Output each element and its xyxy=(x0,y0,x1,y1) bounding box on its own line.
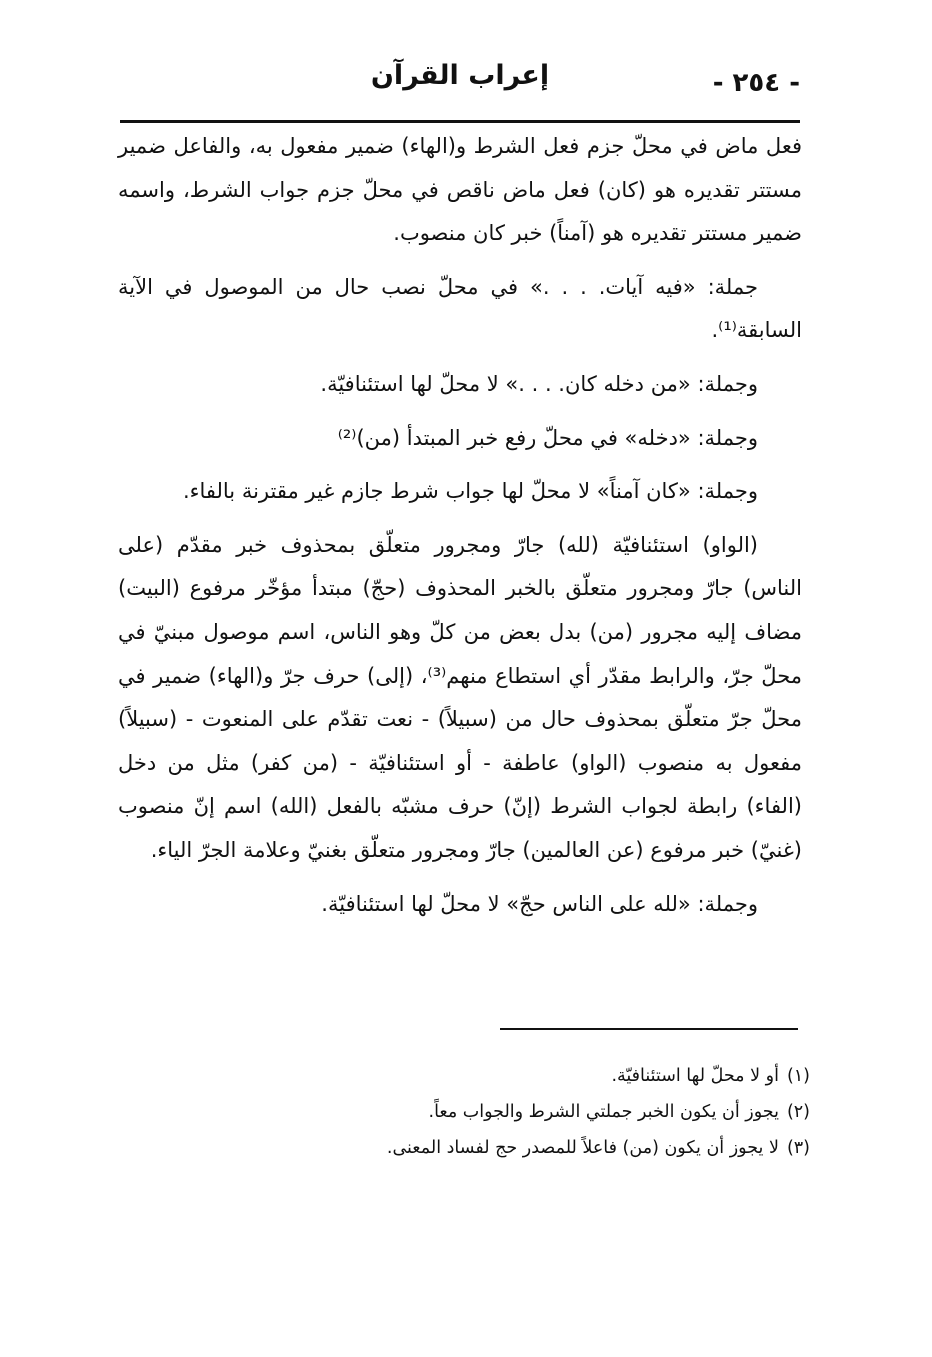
footnote-text: لا يجوز أن يكون (من) فاعلاً للمصدر حج لفساد المعنى. xyxy=(386,1138,779,1158)
footnote-2 xyxy=(118,1094,810,1130)
page-header xyxy=(120,58,800,102)
footnotes xyxy=(118,1058,810,1166)
page-number: - ٢٥٤ - xyxy=(712,68,800,98)
paragraph-6: (الواو) استئنافيّة (لله) جارّ ومجرور متعلّق بمحذوف خبر مقدّم (على الناس) جارّ ومجرور متعلّق بالخبر المحذوف (حجّ) مبتدأ مؤخّر مرفوع (البيت) مضاف إليه مجرور (من) بدل بعض من كلّ وهو الناس، اسم موصول مبنيّ في محلّ جرّ، والرابط مقدّر أي استطاع منهم⁽³⁾، (إلى) حرف جرّ و(الهاء) ضمير في محلّ جرّ متعلّق بمحذوف حال من (سبيلاً) - نعت تقدّم على المنعوت - (سبيلاً) مفعول به منصوب (الواو) عاطفة - أو استئنافيّة - (من كفر) مثل من دخل (الفاء) رابطة لجواب الشرط (إنّ) حرف مشبّه بالفعل (الله) اسم إنّ منصوب (غنيّ) خبر مرفوع (عن العالمين) جارّ ومجرور متعلّق بغنيّ وعلامة الجرّ الياء. xyxy=(118,532,802,862)
paragraph-1: فعل ماض في محلّ جزم فعل الشرط و(الهاء) ضمير مفعول به، والفاعل ضمير مستتر تقديره هو (كان) فعل ماض ناقص في محلّ جزم جواب الشرط، واسمه ضمير مستتر تقديره هو (آمناً) خبر كان منصوب. xyxy=(118,134,802,246)
footnote-number: (١) xyxy=(786,1066,810,1086)
footnote-1 xyxy=(118,1058,810,1094)
footnote-number: (٣) xyxy=(786,1138,810,1158)
paragraph-5: وجملة: «كان آمناً» لا محلّ لها جواب شرط جازم غير مقترنة بالفاء. xyxy=(182,479,758,504)
main-text xyxy=(118,125,802,936)
book-title: إعراب القرآن xyxy=(370,60,550,91)
footnote-number: (٢) xyxy=(786,1102,810,1122)
footnote-text: يجوز أن يكون الخبر جملتي الشرط والجواب معاً. xyxy=(428,1102,779,1122)
paragraph-7: وجملة: «لله على الناس حجّ» لا محلّ لها استئنافيّة. xyxy=(321,891,758,916)
footnote-3 xyxy=(118,1130,810,1166)
footnote-rule xyxy=(500,1028,798,1030)
paragraph-4: وجملة: «دخله» في محلّ رفع خبر المبتدأ (من)⁽²⁾ xyxy=(337,425,758,450)
paragraph-2: جملة: «فيه آيات. . . .» في محلّ نصب حال من الموصول في الآية السابقة⁽¹⁾. xyxy=(118,274,802,343)
header-rule xyxy=(120,120,800,123)
paragraph-3: وجملة: «من دخله كان. . . .» لا محلّ لها استئنافيّة. xyxy=(320,371,758,396)
footnote-text: أو لا محلّ لها استئنافيّة. xyxy=(611,1066,779,1086)
